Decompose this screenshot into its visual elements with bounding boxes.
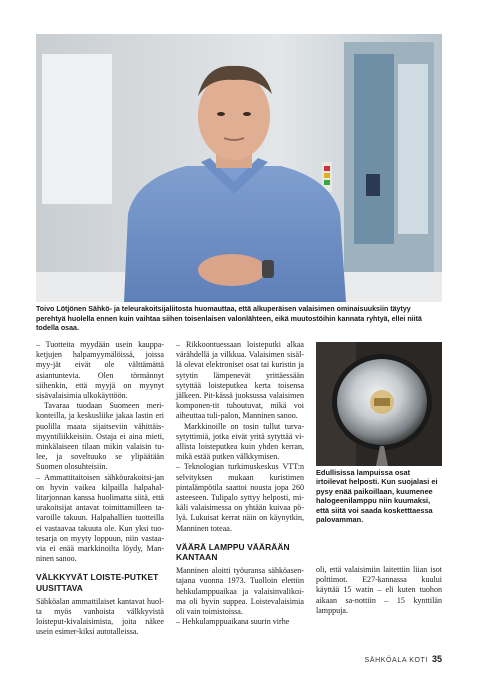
magazine-name: SÄHKÖALA KOTI: [364, 657, 428, 664]
paragraph: Tavaraa tuodaan Suomeen meri-konteilla, ja keskusliike jakaa lastin eri puolilla maata sijaitseviin vähittäis-myyntiliikkeisiin. Ostaja ei aina mieti, minkälaiseen tilaan mikin valaisin tu-lee, ja soveltuuko se ylipäätään Suomen olosuhteisiin.: [36, 401, 164, 472]
photo-caption: Toivo Lötjönen Sähkö- ja teleurakoitsijaliitosta huomauttaa, että alkuperäisen valaisimen ominaisuuksiin täytyy perehtyä huolella ennen kuin vaihtaa siihen toisenlaisen valonlähteen, eikä muutostöihin kannata ryhtyä, ellei niitä todella osaa.: [36, 305, 422, 333]
paragraph: – Tuotteita myydään usein kauppa-ketjujen halpamyymälöissä, joissa myy-jät eivät ole välttämättä asiantuntevia. Olen törmännyt siihenkin, että myyjä on myynyt sisävalaisimia ulkokäyttöön.: [36, 340, 164, 401]
paragraph: Manninen aloitti työuransa sähköasen-tajana vuonna 1973. Tuolloin elettiin hehkulamppuaikaa ja valaisinvalikoi-ma oli hyvin suppea. Loistevalaisimia oli vain toimistoissa.: [176, 566, 304, 617]
paragraph: Markkinoille on tosin tullut turva-sytyttimiä, jotka eivät yritä sytyttää vi-allista loisteputkea kuin yhden kerran, mikä estää putken välkkymisen.: [176, 421, 304, 462]
subheading: VÄÄRÄ LAMPPU VÄÄRÄÄN KANTAAN: [176, 541, 290, 563]
paragraph: – Rikkoontuessaan loisteputki alkaa värähdellä ja vilkkua. Valaisimen sisäl-lä olevat elektroniset osat tai kuristin ja sytytin lämpenevät yrittäessään sytyttää loisteputkea kerta toisensa jälkeen. Pit-kässä juoksussa valaisimen komponen-tit tuhoutuvat, mikä voi aiheuttaa tuli-palon, Manninen sanoo.: [176, 340, 304, 421]
subheading: VÄLKKYVÄT LOISTE-PUTKET UUSITTAVA: [36, 572, 159, 593]
article-column-2: [176, 340, 304, 627]
article-column-1: [36, 340, 164, 638]
paragraph: oli, että valaisimiin laitettiin liian isot polttimot. E27-kannassa kuului käyttää 15 watin – eli kuten tuohon aikaan sa-nottiin – 15 kynttilän lamppuja.: [316, 565, 442, 615]
paragraph: Sähköalan ammattilaiset kantavat huol-ta myös vanhoista välkkyvistä loisteput-kivalaisimista, joita näkee usein esimer-kiksi autotalleissa.: [36, 596, 164, 637]
article-column-3: [316, 565, 442, 616]
paragraph: – Teknologian turkimuskeskus VTT:n selvityksen mukaan kuristimen pintalämpötila saattoi nousta jopa 260 asteeseen. Tulipalo syttyy helposti, mi-käli valaisimessa on yhtään kuivaa pö-lyä. Lukuisat kerrat näin on käynytkin, Manninen toteaa.: [176, 462, 304, 533]
halogen-lamp-photo: [316, 342, 442, 466]
paragraph: – Ammattitaitoisen sähköurakoitsi-jan on hyvin vaikea kilpailla halpahal-litarjonnan kanssa huolimatta siitä, että urakoitsijat antavat toimittamilleen ta-varoille takuun. Halpahallien tuotteilla ei vastaavaa takuuta ole. Kun yksi tuo-tesarja on myyty loppuun, niin vastaa-via ei enää markkinoilta löydy, Man-ninen sanoo.: [36, 472, 164, 564]
paragraph: – Hehkulamppuaikana suurin virhe: [176, 617, 290, 627]
portrait-photo: [36, 34, 442, 302]
page-number: 35: [431, 654, 442, 664]
lamp-caption: Edullisissa lampuissa osat irtoilevat helposti. Kun suojalasi ei pysy enää paikoillaan, kuumenee halogeenilamppu niin kuumaksi, että siitä voi saada kosketttaessa palovamman.: [316, 468, 438, 525]
page-footer: [365, 654, 442, 664]
